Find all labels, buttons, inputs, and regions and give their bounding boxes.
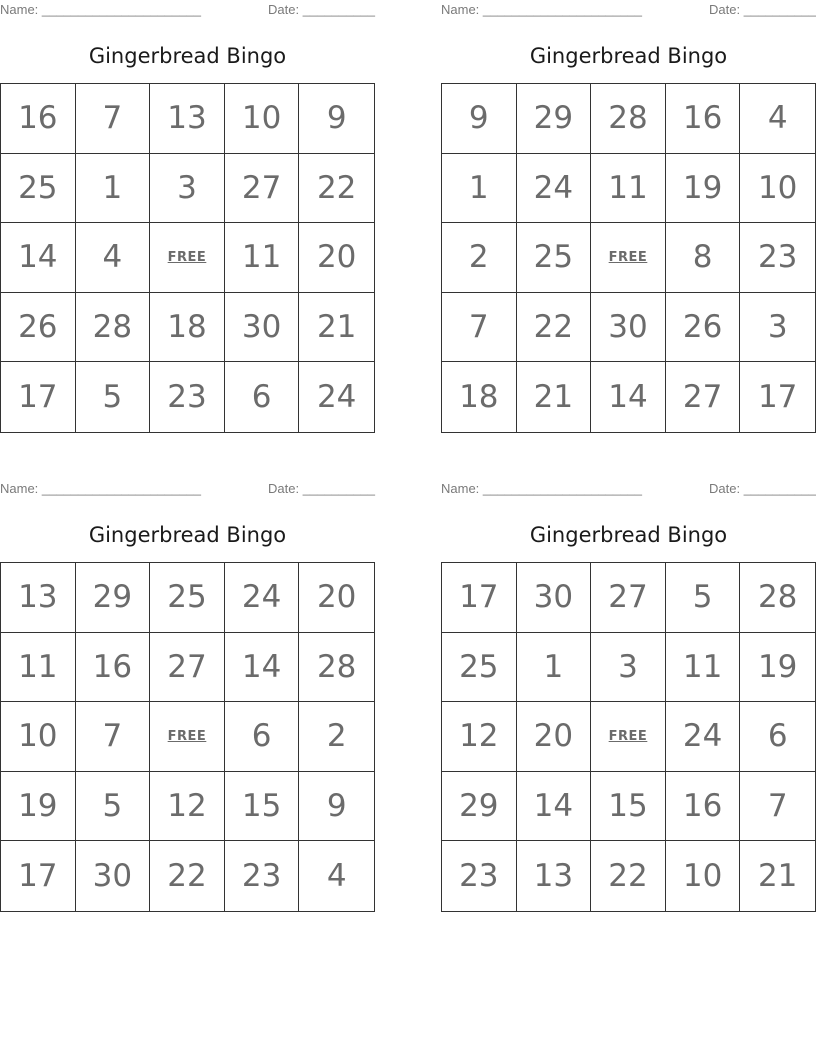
bingo-cell: 17 [442, 563, 517, 633]
bingo-cell: 25 [517, 223, 592, 293]
bingo-cell: 12 [442, 702, 517, 772]
bingo-cell: 18 [442, 362, 517, 432]
bingo-cell: 10 [225, 84, 300, 154]
date-field-label: Date: __________ [268, 481, 375, 496]
bingo-cell: 10 [1, 702, 76, 772]
card-title: Gingerbread Bingo [88, 523, 287, 547]
bingo-cell: 17 [1, 841, 76, 911]
bingo-cell: 18 [150, 293, 225, 363]
card-title: Gingerbread Bingo [529, 523, 728, 547]
bingo-cell: 16 [666, 772, 741, 842]
bingo-cell: 5 [76, 772, 151, 842]
bingo-cell: 2 [299, 702, 374, 772]
bingo-cell: 11 [225, 223, 300, 293]
bingo-cell: 27 [666, 362, 741, 432]
bingo-cell: 11 [591, 154, 666, 224]
bingo-cell: 28 [591, 84, 666, 154]
bingo-cell: 29 [76, 563, 151, 633]
bingo-cell: 20 [517, 702, 592, 772]
bingo-cell: 14 [1, 223, 76, 293]
bingo-cell: 23 [225, 841, 300, 911]
bingo-cell: 1 [442, 154, 517, 224]
bingo-cell: 4 [326, 858, 347, 895]
bingo-cell: 30 [225, 293, 300, 363]
bingo-cell: 13 [150, 84, 225, 154]
bingo-cell: 21 [299, 293, 374, 363]
date-field-label: Date: __________ [709, 481, 816, 496]
bingo-cell: 2 [442, 223, 517, 293]
free-space-cell: FREE [150, 702, 225, 772]
bingo-grid [0, 562, 375, 912]
bingo-cell: 25 [1, 154, 76, 224]
bingo-cell: 16 [1, 84, 76, 154]
bingo-cell: 7 [76, 702, 151, 772]
bingo-cell: 28 [299, 633, 374, 703]
bingo-cell: 12 [150, 772, 225, 842]
free-space-cell: FREE [591, 702, 666, 772]
bingo-cell: 17 [757, 379, 798, 416]
bingo-cell: 6 [225, 362, 300, 432]
bingo-cell: 30 [76, 841, 151, 911]
bingo-cell: 14 [225, 633, 300, 703]
bingo-cell: 1 [76, 154, 151, 224]
bingo-cell: 27 [591, 563, 666, 633]
bingo-cell: 9 [299, 84, 374, 154]
name-field-label: Name: ______________________ [441, 481, 642, 496]
bingo-cell: 3 [740, 293, 815, 363]
bingo-card [0, 479, 375, 914]
bingo-cell: 3 [591, 633, 666, 703]
bingo-cell: 25 [442, 633, 517, 703]
bingo-cell: 28 [76, 293, 151, 363]
date-field-label: Date: __________ [268, 2, 375, 17]
bingo-grid [0, 83, 375, 433]
bingo-grid [441, 562, 816, 912]
card-title: Gingerbread Bingo [88, 44, 287, 68]
name-field-label: Name: ______________________ [0, 481, 201, 496]
bingo-cell: 28 [740, 563, 815, 633]
bingo-cell: 30 [591, 293, 666, 363]
bingo-cell: 30 [517, 563, 592, 633]
bingo-cell: 19 [666, 154, 741, 224]
bingo-cell: 17 [1, 362, 76, 432]
card-title: Gingerbread Bingo [529, 44, 728, 68]
free-space-cell: FREE [150, 223, 225, 293]
bingo-cell: 13 [517, 841, 592, 911]
bingo-cell: 27 [150, 633, 225, 703]
bingo-cell: 26 [666, 293, 741, 363]
bingo-cell: 1 [517, 633, 592, 703]
bingo-cell: 10 [666, 841, 741, 911]
bingo-cell: 7 [76, 84, 151, 154]
bingo-cell: 24 [316, 379, 357, 416]
bingo-cell: 6 [740, 702, 815, 772]
bingo-cell: 26 [1, 293, 76, 363]
bingo-cell: 9 [442, 84, 517, 154]
bingo-cell: 21 [757, 858, 798, 895]
bingo-card [441, 479, 816, 914]
bingo-cell: 14 [517, 772, 592, 842]
bingo-card [441, 0, 816, 435]
bingo-cell: 29 [442, 772, 517, 842]
bingo-cell: 25 [150, 563, 225, 633]
bingo-cell: 14 [591, 362, 666, 432]
bingo-cell: 5 [666, 563, 741, 633]
bingo-cell: 22 [591, 841, 666, 911]
bingo-cell: 20 [299, 223, 374, 293]
bingo-cell: 24 [517, 154, 592, 224]
bingo-cell: 19 [1, 772, 76, 842]
bingo-cell: 13 [1, 563, 76, 633]
bingo-cell: 23 [442, 841, 517, 911]
name-field-label: Name: ______________________ [0, 2, 201, 17]
bingo-cell: 4 [740, 84, 815, 154]
bingo-cell: 4 [76, 223, 151, 293]
bingo-cell: 20 [299, 563, 374, 633]
bingo-cell: 11 [1, 633, 76, 703]
bingo-cell: 8 [666, 223, 741, 293]
bingo-cell: 11 [666, 633, 741, 703]
bingo-cell: 9 [299, 772, 374, 842]
bingo-cell: 3 [150, 154, 225, 224]
bingo-cell: 22 [517, 293, 592, 363]
bingo-cell: 27 [225, 154, 300, 224]
bingo-card [0, 0, 375, 435]
bingo-cell: 16 [666, 84, 741, 154]
bingo-cell: 29 [517, 84, 592, 154]
name-field-label: Name: ______________________ [441, 2, 642, 17]
free-space-cell: FREE [591, 223, 666, 293]
bingo-cell: 24 [666, 702, 741, 772]
bingo-cell: 5 [76, 362, 151, 432]
bingo-cell: 16 [76, 633, 151, 703]
bingo-cell: 24 [225, 563, 300, 633]
bingo-cell: 15 [591, 772, 666, 842]
date-field-label: Date: __________ [709, 2, 816, 17]
bingo-cell: 10 [740, 154, 815, 224]
bingo-cell: 22 [150, 841, 225, 911]
bingo-cell: 21 [517, 362, 592, 432]
bingo-cell: 19 [740, 633, 815, 703]
bingo-cell: 7 [442, 293, 517, 363]
bingo-cell: 22 [299, 154, 374, 224]
bingo-cell: 15 [225, 772, 300, 842]
bingo-grid [441, 83, 816, 433]
bingo-cell: 23 [150, 362, 225, 432]
bingo-cell: 7 [740, 772, 815, 842]
bingo-cell: 6 [225, 702, 300, 772]
bingo-cell: 23 [740, 223, 815, 293]
